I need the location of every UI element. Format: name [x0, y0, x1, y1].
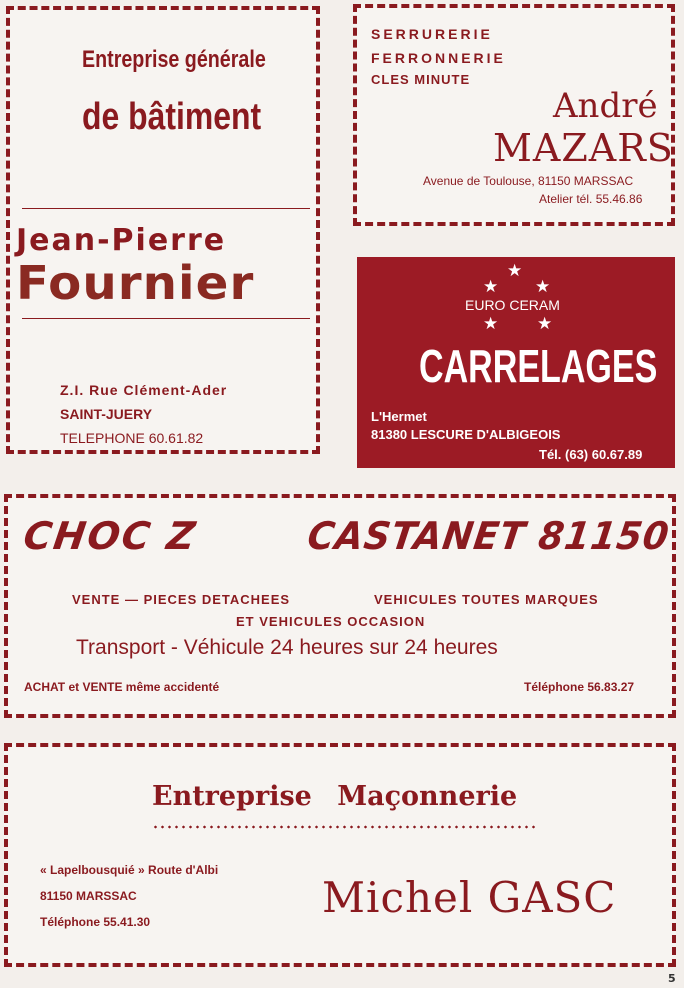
gasc-city: 81150 MARSSAC — [40, 889, 137, 903]
fournier-title-line2: de bâtiment — [82, 96, 262, 138]
ad-carrelages — [357, 257, 675, 468]
star-icon: ★ — [507, 261, 523, 281]
choc-title-right: CASTANET 81150 — [304, 514, 673, 558]
mazars-first-name: André — [553, 86, 658, 126]
fournier-phone: TELEPHONE 60.61.82 — [60, 430, 204, 446]
mazars-trade-ferronnerie: FERRONNERIE — [371, 50, 506, 66]
star-icon: ★ — [537, 314, 553, 334]
ad-mazars — [353, 4, 675, 226]
gasc-address: « Lapelbousquié » Route d'Albi — [40, 863, 219, 877]
mazars-phone: Atelier tél. 55.46.86 — [539, 192, 643, 206]
choc-bottom-right: Téléphone 56.83.27 — [524, 680, 635, 694]
carrelages-phone: Tél. (63) 60.67.89 — [539, 447, 643, 462]
carrelages-title: CARRELAGES — [419, 340, 658, 392]
carrelages-city: 81380 LESCURE D'ALBIGEOIS — [371, 427, 561, 442]
page-number: 5 — [668, 972, 676, 985]
mazars-trade-cles: CLES MINUTE — [371, 72, 471, 87]
ad-choc-z — [4, 494, 676, 718]
choc-line1-left: VENTE — PIECES DETACHEES — [72, 592, 291, 607]
choc-line2: ET VEHICULES OCCASION — [236, 614, 426, 629]
choc-transport: Transport - Véhicule 24 heures sur 24 heures — [76, 636, 498, 659]
star-icon: ★ — [535, 277, 551, 297]
fournier-address: Z.I. Rue Clément-Ader — [60, 382, 228, 398]
fournier-name-line1: Jean-Pierre — [16, 223, 227, 258]
carrelages-place: L'Hermet — [371, 409, 427, 424]
mazars-trade-serrurerie: SERRURERIE — [371, 26, 493, 42]
fournier-title-line1: Entreprise générale — [82, 46, 266, 73]
fournier-divider-top — [22, 208, 310, 209]
mazars-last-name: MAZARS — [493, 126, 674, 170]
ad-fournier — [6, 6, 320, 454]
carrelages-brand: EURO CERAM — [465, 297, 560, 313]
gasc-title: Entreprise Maçonnerie — [152, 781, 518, 812]
choc-bottom-left: ACHAT et VENTE même accidenté — [24, 680, 220, 694]
gasc-phone: Téléphone 55.41.30 — [40, 915, 151, 929]
fournier-city: SAINT-JUERY — [60, 406, 153, 422]
gasc-name: Michel GASC — [322, 873, 617, 922]
choc-line1-right: VEHICULES TOUTES MARQUES — [374, 592, 599, 607]
star-icon: ★ — [483, 277, 499, 297]
choc-title-left: CHOC Z — [20, 514, 200, 558]
mazars-address: Avenue de Toulouse, 81150 MARSSAC — [423, 174, 634, 188]
ad-gasc — [4, 743, 676, 967]
gasc-dotted-rule — [152, 823, 538, 831]
fournier-name-line2: Fournier — [16, 256, 255, 310]
star-icon: ★ — [483, 314, 499, 334]
fournier-divider-bottom — [22, 318, 310, 319]
